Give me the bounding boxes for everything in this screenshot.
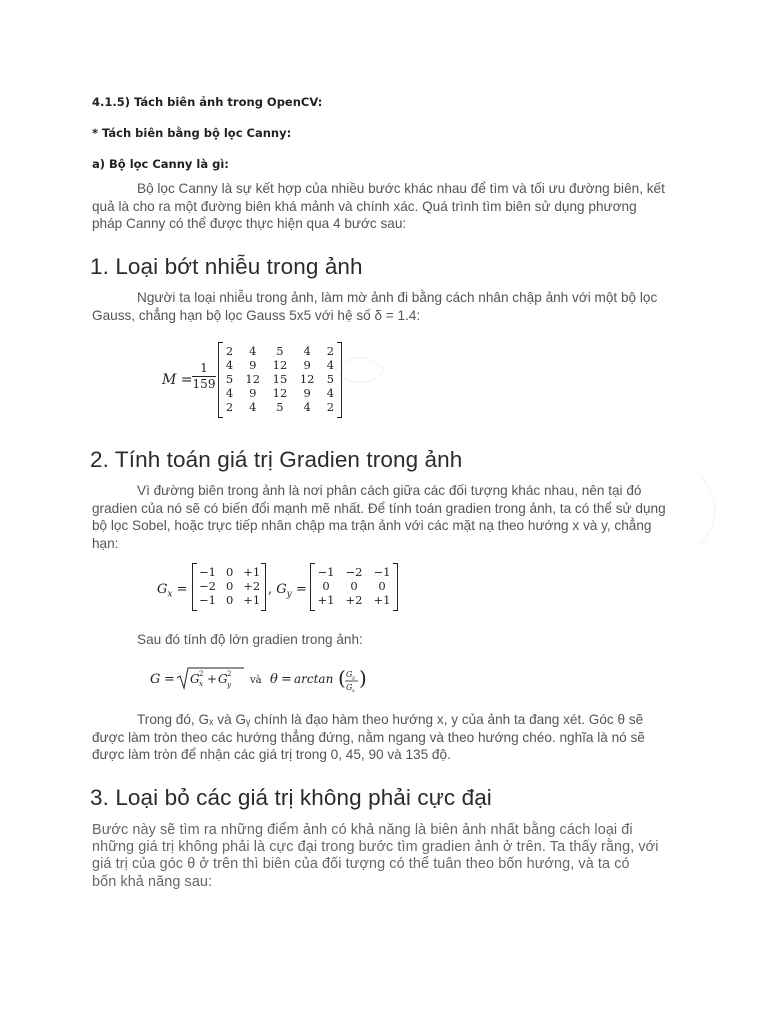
gx-label: $G_x$ = bbox=[157, 582, 188, 600]
step2-line-1: Vì đường biên trong ảnh là nơi phân cách giữa các đối tượng khác nhau, nên tại đó bbox=[137, 483, 642, 498]
svg-text:G: G bbox=[346, 670, 353, 679]
gy-label: , $G_y$ = bbox=[268, 582, 307, 600]
gx-matrix-cell: −2 bbox=[199, 579, 216, 593]
matrix-m-label: M = bbox=[162, 372, 193, 388]
gx-matrix-row bbox=[194, 593, 265, 607]
gy-matrix bbox=[310, 563, 398, 611]
gauss-matrix-cell: 2 bbox=[225, 344, 234, 358]
watermark-decoration bbox=[330, 340, 390, 400]
svg-text:và: và bbox=[250, 675, 262, 686]
svg-text:2: 2 bbox=[227, 670, 232, 678]
gauss-matrix-cell: 2 bbox=[225, 400, 234, 414]
gauss-matrix-row bbox=[220, 400, 340, 414]
gx-matrix-cell: 0 bbox=[225, 593, 234, 607]
gx-matrix-cell: −1 bbox=[199, 593, 216, 607]
gauss-matrix-cell: 4 bbox=[225, 386, 234, 400]
svg-text:x: x bbox=[352, 688, 355, 694]
gauss-matrix-cell: 12 bbox=[245, 372, 261, 386]
svg-text:=: = bbox=[164, 672, 175, 687]
svg-text:G: G bbox=[346, 683, 353, 692]
expl-line-3: được làm tròn để nhận các giá trị trong 0, 45, 90 và 135 độ. bbox=[92, 747, 451, 762]
step1-paragraph bbox=[92, 289, 682, 324]
svg-text:y: y bbox=[227, 681, 231, 689]
gauss-matrix-row bbox=[220, 372, 340, 386]
gauss-matrix-cell: 5 bbox=[276, 344, 284, 358]
step2-line-3: bộ lọc Sobel, hoặc trực tiếp nhân chập ma trận ảnh với các mặt nạ theo hướng x và y, chẳng bbox=[92, 518, 652, 533]
watermark-decoration-right bbox=[690, 470, 740, 550]
svg-text:x: x bbox=[199, 680, 203, 688]
gauss-matrix-row bbox=[220, 386, 340, 400]
gx-matrix-cell: 0 bbox=[225, 565, 234, 579]
gy-matrix-table bbox=[312, 565, 396, 607]
gy-matrix-cell: −1 bbox=[373, 565, 391, 579]
gauss-matrix-table bbox=[220, 344, 340, 414]
gauss-matrix bbox=[218, 342, 342, 418]
gauss-matrix-cell: 5 bbox=[225, 372, 234, 386]
gauss-matrix-cell: 9 bbox=[303, 358, 311, 372]
gx-matrix-row bbox=[194, 579, 265, 593]
svg-text:θ: θ bbox=[270, 672, 278, 687]
gauss-matrix-cell: 2 bbox=[326, 344, 335, 358]
gy-matrix-cell: 0 bbox=[350, 579, 358, 593]
svg-text:(: ( bbox=[338, 666, 346, 690]
svg-text:G: G bbox=[190, 672, 200, 686]
gy-matrix-row bbox=[312, 579, 396, 593]
gy-matrix-cell: 0 bbox=[322, 579, 330, 593]
gy-matrix-cell: 0 bbox=[378, 579, 386, 593]
expl-line-2: được làm tròn theo các hướng thẳng đứng, nằm ngang và theo hướng chéo. nghĩa là nó sẽ bbox=[92, 729, 645, 745]
gy-matrix-row bbox=[312, 565, 396, 579]
gx-matrix-cell: +2 bbox=[243, 579, 261, 593]
canny-heading: * Tách biên bằng bộ lọc Canny: bbox=[92, 126, 292, 140]
gx-matrix-table bbox=[194, 565, 265, 607]
gauss-matrix-cell: 4 bbox=[249, 400, 257, 414]
gauss-matrix-cell: 4 bbox=[249, 344, 257, 358]
gauss-matrix-cell: 12 bbox=[272, 386, 288, 400]
gauss-matrix-cell: 4 bbox=[326, 386, 335, 400]
svg-text:G: G bbox=[218, 672, 228, 686]
step1-line-1: Người ta loại nhiễu trong ảnh, làm mờ ảnh đi bằng cách nhân chập ảnh với một bộ lọc bbox=[137, 290, 658, 305]
gauss-matrix-cell: 5 bbox=[326, 372, 335, 386]
gauss-matrix-cell: 4 bbox=[326, 358, 335, 372]
step2-title: 2. Tính toán giá trị Gradien trong ảnh bbox=[90, 447, 463, 472]
gradient-magnitude-text bbox=[92, 631, 682, 649]
step3-line-2: những giá trị không phải là cực đại trong bước tìm gradien ảnh ở trên. Ta thấy rằng, với bbox=[92, 839, 659, 856]
gx-matrix-cell: +1 bbox=[243, 565, 261, 579]
gauss-matrix-cell: 9 bbox=[249, 386, 257, 400]
gauss-matrix-cell: 15 bbox=[272, 372, 288, 386]
gauss-matrix-cell: 12 bbox=[272, 358, 288, 372]
intro-paragraph bbox=[92, 180, 682, 233]
gx-matrix-row bbox=[194, 565, 265, 579]
svg-text:arctan: arctan bbox=[294, 672, 334, 686]
gauss-fraction bbox=[192, 361, 216, 392]
step1-line-2: Gauss, chẳng hạn bộ lọc Gauss 5x5 với hệ số δ = 1.4: bbox=[92, 307, 421, 323]
gauss-matrix-row bbox=[220, 358, 340, 372]
gradient-formula-svg bbox=[150, 662, 370, 698]
step3-paragraph bbox=[92, 822, 687, 891]
gauss-matrix-cell: 12 bbox=[299, 372, 315, 386]
step3-line-3: giá trị của góc θ ở trên thì biên của đối tượng có thể tuân theo bốn hướng, và ta có bbox=[92, 856, 630, 873]
step2-paragraph bbox=[92, 482, 682, 552]
gauss-matrix-row bbox=[220, 344, 340, 358]
gy-matrix-row bbox=[312, 593, 396, 607]
gauss-matrix-cell: 9 bbox=[303, 386, 311, 400]
gauss-matrix-cell: 2 bbox=[326, 400, 335, 414]
step3-line-1: Bước này sẽ tìm ra những điểm ảnh có khả năng là biên ảnh nhất bằng cách loại đi bbox=[92, 822, 633, 838]
gauss-matrix-cell: 9 bbox=[249, 358, 257, 372]
explanation-paragraph bbox=[92, 711, 682, 764]
svg-text:y: y bbox=[352, 675, 355, 681]
gy-matrix-cell: −2 bbox=[345, 565, 363, 579]
gy-matrix-cell: −1 bbox=[317, 565, 335, 579]
gy-matrix-cell: +1 bbox=[317, 593, 335, 607]
fraction-numerator: 1 bbox=[200, 361, 208, 375]
step2-line-2: gradien của nó sẽ có biến đổi mạnh mẽ nhất. Để tính toán gradien trong ảnh, ta có thể sử dụng bbox=[92, 500, 666, 516]
svg-text:): ) bbox=[359, 666, 367, 690]
expl-line-1: Trong đó, Gₓ và Gᵧ chính là đạo hàm theo hướng x, y của ảnh ta đang xét. Góc θ sẽ bbox=[137, 712, 644, 727]
what-heading: a) Bộ lọc Canny là gì: bbox=[92, 157, 229, 171]
gy-matrix-cell: +2 bbox=[345, 593, 363, 607]
fraction-denominator: 159 bbox=[192, 377, 216, 391]
gradient-formula bbox=[150, 662, 370, 698]
gx-matrix-cell: 0 bbox=[225, 579, 234, 593]
svg-text:G: G bbox=[150, 672, 161, 687]
svg-text:=: = bbox=[281, 672, 292, 687]
gauss-matrix-cell: 4 bbox=[303, 400, 311, 414]
svg-text:+: + bbox=[207, 672, 218, 686]
gy-matrix-cell: +1 bbox=[373, 593, 391, 607]
gauss-matrix-cell: 4 bbox=[303, 344, 311, 358]
svg-text:2: 2 bbox=[199, 670, 204, 678]
intro-line-2: quả là cho ra một đường biên khá mảnh và chính xác. Quá trình tìm biên sử dụng phương bbox=[92, 198, 637, 214]
step3-title: 3. Loại bỏ các giá trị không phải cực đại bbox=[90, 785, 492, 810]
step2-line-4: hạn: bbox=[92, 535, 119, 551]
after-line: Sau đó tính độ lớn gradien trong ảnh: bbox=[137, 632, 363, 647]
intro-line-3: pháp Canny có thể được thực hiện qua 4 bước sau: bbox=[92, 216, 407, 231]
step1-title: 1. Loại bớt nhiễu trong ảnh bbox=[90, 254, 363, 279]
gx-matrix-cell: −1 bbox=[199, 565, 216, 579]
gauss-matrix-cell: 4 bbox=[225, 358, 234, 372]
intro-line-1: Bộ lọc Canny là sự kết hợp của nhiều bước khác nhau để tìm và tối ưu đường biên, kết bbox=[137, 181, 665, 196]
gx-matrix bbox=[192, 563, 266, 611]
gx-matrix-cell: +1 bbox=[243, 593, 261, 607]
step3-line-4: bốn khả năng sau: bbox=[92, 873, 213, 890]
section-heading: 4.1.5) Tách biên ảnh trong OpenCV: bbox=[92, 95, 323, 109]
gauss-matrix-cell: 5 bbox=[276, 400, 284, 414]
